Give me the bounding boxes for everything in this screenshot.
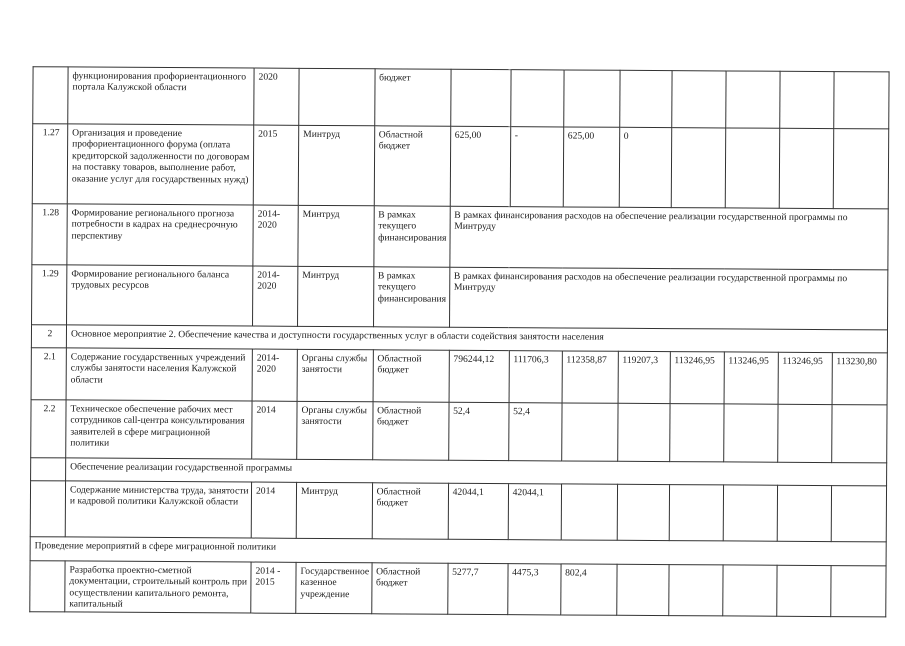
- amount-cell: 119207,3: [618, 351, 670, 403]
- funding-source-cell: Областной бюджет: [373, 350, 449, 402]
- item-number-cell: 1.29: [32, 265, 67, 325]
- amount-cell: [723, 404, 777, 462]
- amount-cell: 625,00: [563, 127, 619, 207]
- amount-cell: [619, 70, 671, 127]
- table-row: [32, 124, 888, 209]
- funding-source-cell: Областной бюджет: [371, 563, 447, 614]
- amount-cell: [779, 128, 833, 208]
- executor-cell: Органы службы занятости: [297, 401, 373, 459]
- amount-cell: [777, 404, 831, 462]
- table-row: [32, 265, 888, 330]
- activity-name-cell: Формирование регионального баланса трудовых ресурсов: [67, 265, 253, 326]
- funding-source-cell: Областной бюджет: [374, 126, 450, 206]
- table-row: [31, 348, 887, 405]
- amount-cell: [723, 485, 777, 541]
- funding-source-cell: Областной бюджет: [372, 483, 448, 539]
- table-row: [30, 481, 886, 542]
- amount-cell: [563, 70, 619, 127]
- amount-cell: 113246,95: [670, 352, 724, 404]
- amount-cell: [833, 129, 888, 209]
- amount-cell: [779, 71, 833, 128]
- amount-cell: 0: [619, 127, 671, 207]
- table-row: [32, 204, 888, 270]
- program-activities-table: [29, 66, 889, 617]
- item-number-cell: 1.27: [32, 124, 67, 204]
- activity-name-cell: Организация и проведение профориентационного форума (оплата кредиторской задолженности по договорам на поставку товаров, выполнение работ, оказание услуг для государственных нужд): [67, 124, 253, 205]
- item-number-cell: 2: [31, 325, 66, 348]
- activity-name-cell: Формирование регионального прогноза потребности в кадрах на среднесрочную перспективу: [67, 204, 253, 266]
- amount-cell: [668, 565, 722, 616]
- amount-cell: [669, 485, 723, 541]
- amount-cell: [616, 564, 668, 615]
- amount-cell: 625,00: [450, 126, 510, 206]
- amount-cell: [617, 403, 669, 461]
- section-title-cell: Обеспечение реализации государственной программы: [66, 458, 887, 486]
- amount-cell: [833, 72, 888, 129]
- amount-cell: 111706,3: [509, 351, 562, 403]
- amount-cell: 113246,95: [778, 352, 832, 404]
- amount-cell: [830, 566, 885, 617]
- executor-cell: Государственное казенное учреждение: [296, 562, 372, 613]
- amount-cell: [450, 69, 510, 126]
- financing-note-cell: В рамках финансирования расходов на обеспечение реализации государственной программы по Минтруду: [449, 267, 887, 330]
- amount-cell: [722, 565, 776, 616]
- amount-cell: [671, 71, 725, 128]
- amount-cell: 42044,1: [508, 484, 561, 540]
- period-cell: 2014-2020: [253, 266, 298, 326]
- executor-cell: Минтруд: [298, 205, 374, 266]
- item-number-cell: [31, 458, 66, 481]
- financing-note-cell: В рамках финансирования расходов на обеспечение реализации государственной программы по Минтруду: [450, 206, 888, 270]
- activity-name-cell: Техническое обеспечение рабочих мест сотрудников call-центра консультирования заявителей в сфере миграционной политики: [66, 400, 252, 459]
- section-title-cell: Проведение мероприятий в сфере миграционной политики: [30, 537, 886, 566]
- amount-cell: 52,4: [448, 402, 508, 460]
- executor-cell: [299, 68, 375, 125]
- executor-cell: Минтруд: [296, 482, 372, 538]
- item-number-cell: 2.1: [31, 348, 66, 400]
- activity-name-cell: функционирования профориентационного портала Калужской области: [68, 67, 254, 125]
- executor-cell: Органы службы занятости: [297, 349, 373, 401]
- amount-cell: 796244,12: [449, 350, 509, 402]
- funding-source-cell: В рамках текущего финансирования: [374, 206, 450, 267]
- amount-cell: [617, 484, 669, 540]
- amount-cell: [510, 70, 563, 127]
- funding-source-cell: бюджет: [374, 69, 450, 126]
- amount-cell: [725, 71, 779, 128]
- period-cell: 2015: [253, 125, 298, 205]
- period-cell: 2014-2020: [253, 205, 298, 266]
- period-cell: 2014: [252, 401, 297, 459]
- amount-cell: [777, 485, 831, 541]
- amount-cell: [831, 486, 886, 542]
- table-row: [30, 561, 886, 617]
- amount-cell: 42044,1: [448, 483, 508, 539]
- funding-source-cell: В рамках текущего финансирования: [373, 267, 449, 327]
- amount-cell: 52,4: [508, 403, 561, 461]
- amount-cell: [561, 403, 617, 461]
- amount-cell: 5277,7: [447, 563, 507, 614]
- executor-cell: Минтруд: [298, 266, 374, 326]
- period-cell: 2020: [254, 68, 299, 125]
- amount-cell: 4475,3: [507, 564, 560, 615]
- activity-name-cell: Содержание министерства труда, занятости и кадровой политики Калужской области: [65, 481, 251, 538]
- amount-cell: [669, 404, 723, 462]
- amount-cell: 802,4: [560, 564, 616, 615]
- funding-source-cell: Областной бюджет: [372, 402, 448, 460]
- period-cell: 2014 - 2015: [251, 562, 296, 613]
- activity-name-cell: Содержание государственных учреждений службы занятости населения Калужской области: [66, 348, 252, 401]
- item-number-cell: [30, 561, 65, 612]
- item-number-cell: 1.28: [32, 204, 67, 265]
- section-title-cell: Основное мероприятие 2. Обеспечение качества и доступности государственных услуг в области содействия занятости населения: [66, 325, 887, 353]
- item-number-cell: 2.2: [31, 400, 66, 458]
- amount-cell: 113230,80: [832, 353, 887, 405]
- item-number-cell: [33, 67, 68, 124]
- period-cell: 2014: [251, 482, 296, 538]
- amount-cell: -: [510, 127, 563, 207]
- amount-cell: [725, 128, 779, 208]
- table-row: [31, 400, 887, 463]
- amount-cell: [561, 484, 617, 540]
- amount-cell: 112358,87: [562, 351, 618, 403]
- executor-cell: Минтруд: [298, 125, 374, 205]
- amount-cell: [831, 405, 886, 463]
- amount-cell: [671, 128, 725, 208]
- item-number-cell: [30, 481, 65, 537]
- activity-name-cell: Разработка проектно-сметной документации, строительный контроль при осуществлении капитального ремонта, капитальный: [65, 561, 251, 613]
- table-row: [33, 67, 889, 129]
- period-cell: 2014-2020: [252, 349, 297, 401]
- amount-cell: 113246,95: [724, 352, 778, 404]
- amount-cell: [776, 565, 830, 616]
